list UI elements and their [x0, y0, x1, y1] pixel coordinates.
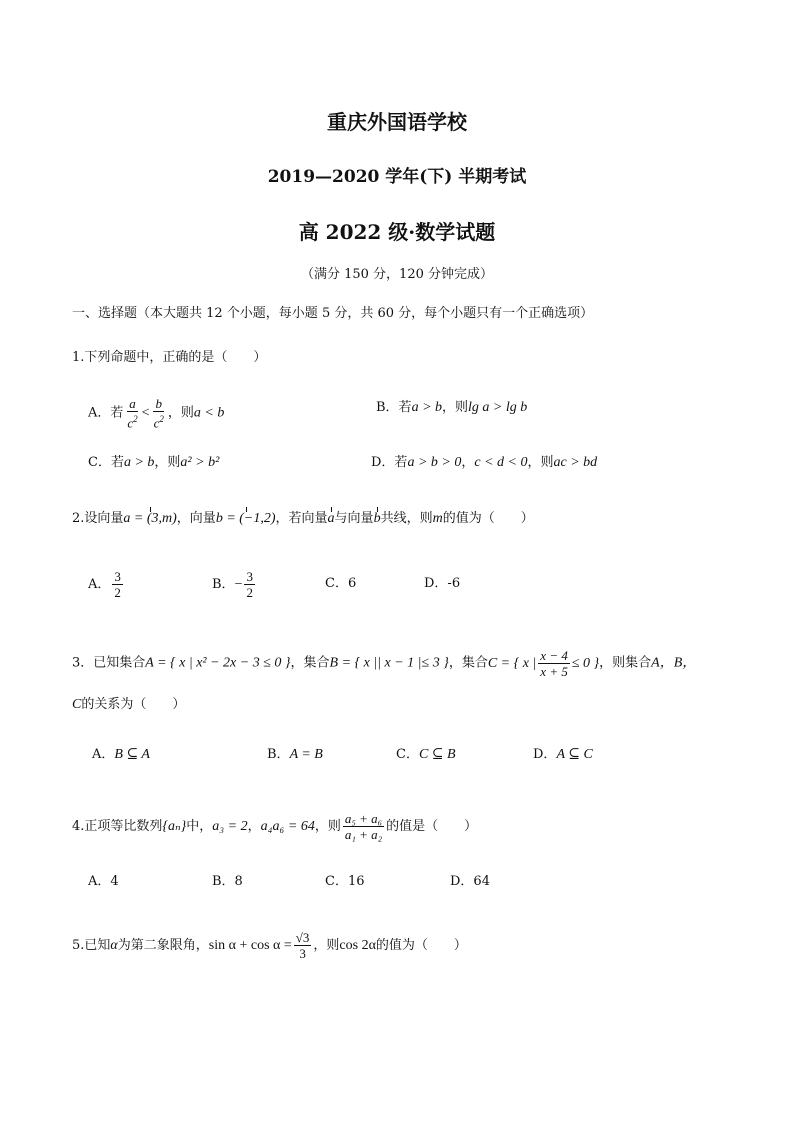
- q2-text5: 共线，则: [380, 511, 433, 526]
- q1-c-label: C．若: [88, 455, 124, 470]
- q4-option-c: C．16: [325, 874, 365, 889]
- q3-option-d: D．A ⊆ C: [533, 747, 593, 762]
- q2-b-label: B．: [212, 577, 235, 592]
- q4-text3: ，: [247, 819, 261, 834]
- q2-vector-a: a = (3,m): [123, 511, 177, 526]
- q1-c-then: ，则: [154, 455, 181, 470]
- q1-c-condition: a > b: [123, 455, 155, 470]
- fraction-a-over-c2: $\frac{a}{c^2}$: [127, 396, 138, 431]
- q3-option-b: B．A = B: [267, 747, 323, 762]
- q2-option-b: [212, 569, 257, 600]
- q1-a-label: A．若: [88, 405, 124, 421]
- q2-var-m: m: [432, 511, 443, 526]
- q2-option-a: [88, 569, 125, 600]
- fraction-sqrt3-over-3: $\frac{√3}{3}$: [295, 930, 310, 961]
- q4-option-a: A．4: [88, 874, 119, 889]
- q3-stem: [72, 648, 696, 679]
- q1-d-then: ，则: [527, 455, 554, 470]
- q5-text4: 的值为（ ）: [375, 938, 467, 953]
- q1-a-then: ，则: [167, 405, 194, 421]
- q2-text4: 与向量: [334, 511, 374, 526]
- q1-a-conclusion: a < b: [193, 405, 225, 421]
- q2-text2: ，向量: [176, 511, 216, 526]
- q2-option-d: D．-6: [424, 576, 461, 591]
- q3-option-c: C．C ⊆ B: [396, 747, 456, 762]
- q4-option-d: D．64: [450, 874, 490, 889]
- q2-a-label: A．: [88, 577, 111, 592]
- q1-option-c: [88, 453, 219, 473]
- q2-option-c: C．6: [325, 576, 357, 591]
- score-note: （满分 150 分，120 分钟完成）: [300, 267, 494, 282]
- q3-text5: 的关系为（ ）: [81, 697, 186, 712]
- q2-text1: 2.设向量: [72, 511, 124, 526]
- school-title: 重庆外国语学校: [327, 110, 467, 134]
- q2-vector-b: b = (−1,2): [215, 511, 276, 526]
- section-heading: 一、选择题（本大题共 12 个小题，每小题 5 分，共 60 分，每个小题只有一个正确选项）: [72, 306, 594, 321]
- q1-c-conclusion: a² > b²: [180, 455, 220, 470]
- fraction-neg-3-over-2: $\frac{3}{2}$: [246, 569, 253, 600]
- q1-d-condition1: a > b > 0: [407, 455, 462, 470]
- q1-b-then: ，则: [442, 400, 469, 415]
- q3-var-c: C: [72, 697, 82, 712]
- q4-stem: [72, 811, 477, 842]
- q2-b-sign: −: [234, 577, 243, 592]
- q1-b-condition: a > b: [411, 400, 443, 415]
- q3-text4: ，则集合: [599, 655, 652, 671]
- q5-text1: 5.已知: [72, 938, 111, 953]
- q1-stem: 1.下列命题中，正确的是（ ）: [72, 350, 267, 365]
- q5-stem: [72, 930, 467, 961]
- subject-title: 高 2022 级·数学试题: [298, 220, 496, 244]
- q4-text2: 中，: [186, 819, 213, 834]
- q1-option-b: [376, 398, 527, 418]
- q3-text1: 3．已知集合: [72, 655, 146, 671]
- q5-text3: ，则: [313, 938, 340, 953]
- q3-text3: ，集合: [448, 655, 488, 671]
- q3-option-a: A．B ⊆ A: [92, 747, 150, 762]
- exam-term: 2019—2020 学年(下) 半期考试: [267, 167, 527, 187]
- fraction-a5a6-over-a1a2: $\frac{\text{a₅ + a₆}}{\text{a₁ + a₂}}$: [344, 811, 383, 842]
- q4-option-b: B．8: [212, 874, 243, 889]
- q3-set-a: A = { x | x² − 2x − 3 ≤ 0 }: [145, 655, 291, 671]
- q4-text5: 的值是（ ）: [386, 819, 478, 834]
- q3-set-c: C = { x | $\frac{x - 4}{x + 5}$ ≤ 0 }: [487, 648, 600, 679]
- q4-text1: 4.正项等比数列: [72, 819, 163, 834]
- q2-stem: [72, 509, 534, 529]
- q3-set-b: B = { x || x − 1 |≤ 3 }: [329, 655, 449, 671]
- fraction-b-over-c2: $\frac{b}{c^2}$: [153, 396, 164, 431]
- q4-sequence: {aₙ}: [162, 819, 187, 834]
- q3-text2: ，集合: [290, 655, 330, 671]
- q1-option-d: [371, 453, 597, 473]
- q1-d-condition2: c < d < 0: [474, 455, 528, 470]
- q5-alpha: α: [110, 938, 118, 953]
- fraction-3-over-2: $\frac{3}{2}$: [114, 569, 121, 600]
- q1-d-conclusion: ac > bd: [553, 455, 598, 470]
- q1-option-a: A．若 $\frac{a}{c^2}$ < $\frac{b}{c^2}$ ，则a < b: [88, 396, 225, 431]
- q1-b-conclusion: lg a > lg b: [468, 400, 528, 415]
- q3-vars: A，B，: [651, 655, 697, 671]
- q5-text2: 为第二象限角，: [117, 938, 209, 953]
- q2-text6: 的值为（ ）: [442, 511, 534, 526]
- q1-d-sep: ，: [461, 455, 475, 470]
- q2-vector-b-ref: b: [373, 511, 381, 526]
- q1-b-label: B．若: [376, 400, 412, 415]
- q3-stem-line2: [72, 695, 185, 715]
- q2-text3: ，若向量: [275, 511, 328, 526]
- q4-text4: ，则: [314, 819, 341, 834]
- q1-d-label: D．若: [371, 455, 408, 470]
- fraction-x4-over-x5: $\frac{x - 4}{x + 5}$: [540, 648, 568, 679]
- q4-cond2: a₄a₆ = 64: [260, 819, 315, 834]
- q4-cond1: a₃ = 2: [212, 819, 248, 834]
- q2-vector-a-ref: a: [327, 511, 335, 526]
- q5-cos2a: cos 2α: [339, 938, 376, 953]
- q5-expression: sin α + cos α =: [208, 938, 292, 953]
